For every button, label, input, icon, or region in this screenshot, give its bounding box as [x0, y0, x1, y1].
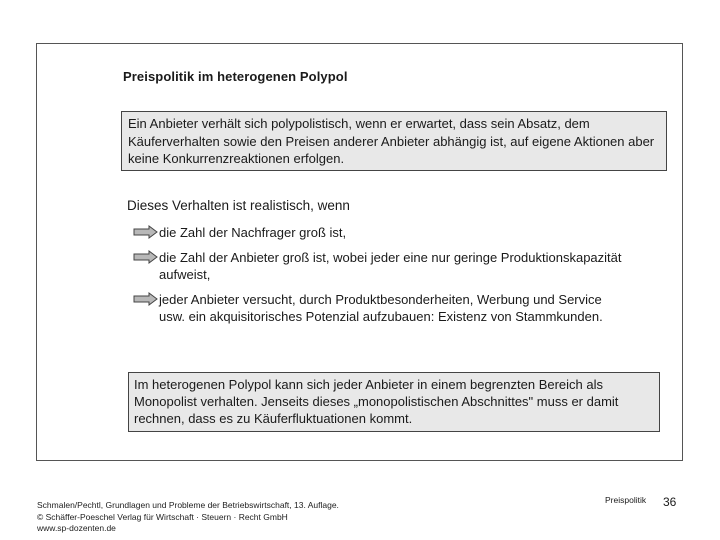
bullet-item: [133, 224, 629, 241]
intro-text: Dieses Verhalten ist realistisch, wenn: [127, 198, 350, 213]
definition-box: Ein Anbieter verhält sich polypolistisch, wenn er erwartet, dass sein Absatz, dem Käuferverhalten sowie den Preisen anderer Anbieter abhängig ist, auf eigene Aktionen aber keine Konkurrenzreaktionen erfolgen.: [121, 111, 667, 171]
footer-line-publisher: © Schäffer-Poeschel Verlag für Wirtschaft · Steuern · Recht GmbH: [37, 511, 288, 522]
bullet-item: [133, 291, 629, 325]
bullet-item: [133, 249, 629, 283]
slide-title: Preispolitik im heterogenen Polypol: [123, 69, 348, 84]
bullet-text: die Zahl der Anbieter groß ist, wobei jeder eine nur geringe Produktionskapazität aufweist,: [159, 250, 622, 282]
arrow-right-icon: [133, 250, 159, 264]
arrow-right-icon: [133, 292, 159, 306]
footer-line-url: www.sp-dozenten.de: [37, 523, 116, 533]
bullet-text: jeder Anbieter versucht, durch Produktbesonderheiten, Werbung und Service usw. ein akquisitorisches Potenzial aufzubauen: Existenz von Stammkunden.: [159, 292, 603, 324]
conclusion-box: Im heterogenen Polypol kann sich jeder Anbieter in einem begrenzten Bereich als Monopolist verhalten. Jenseits dieses „monopolistischen Abschnittes" muss er damit rechnen, dass es zu Käuferfluktuationen kommt.: [128, 372, 660, 432]
footer-citation: [37, 500, 339, 535]
bullet-text: die Zahl der Nachfrager groß ist,: [159, 225, 347, 240]
page-number: 36: [663, 495, 677, 509]
footer-topic: Preispolitik: [605, 495, 647, 505]
arrow-right-icon: [133, 225, 159, 239]
footer-line-book: Schmalen/Pechtl, Grundlagen und Probleme der Betriebswirtschaft, 13. Auflage.: [37, 500, 339, 510]
